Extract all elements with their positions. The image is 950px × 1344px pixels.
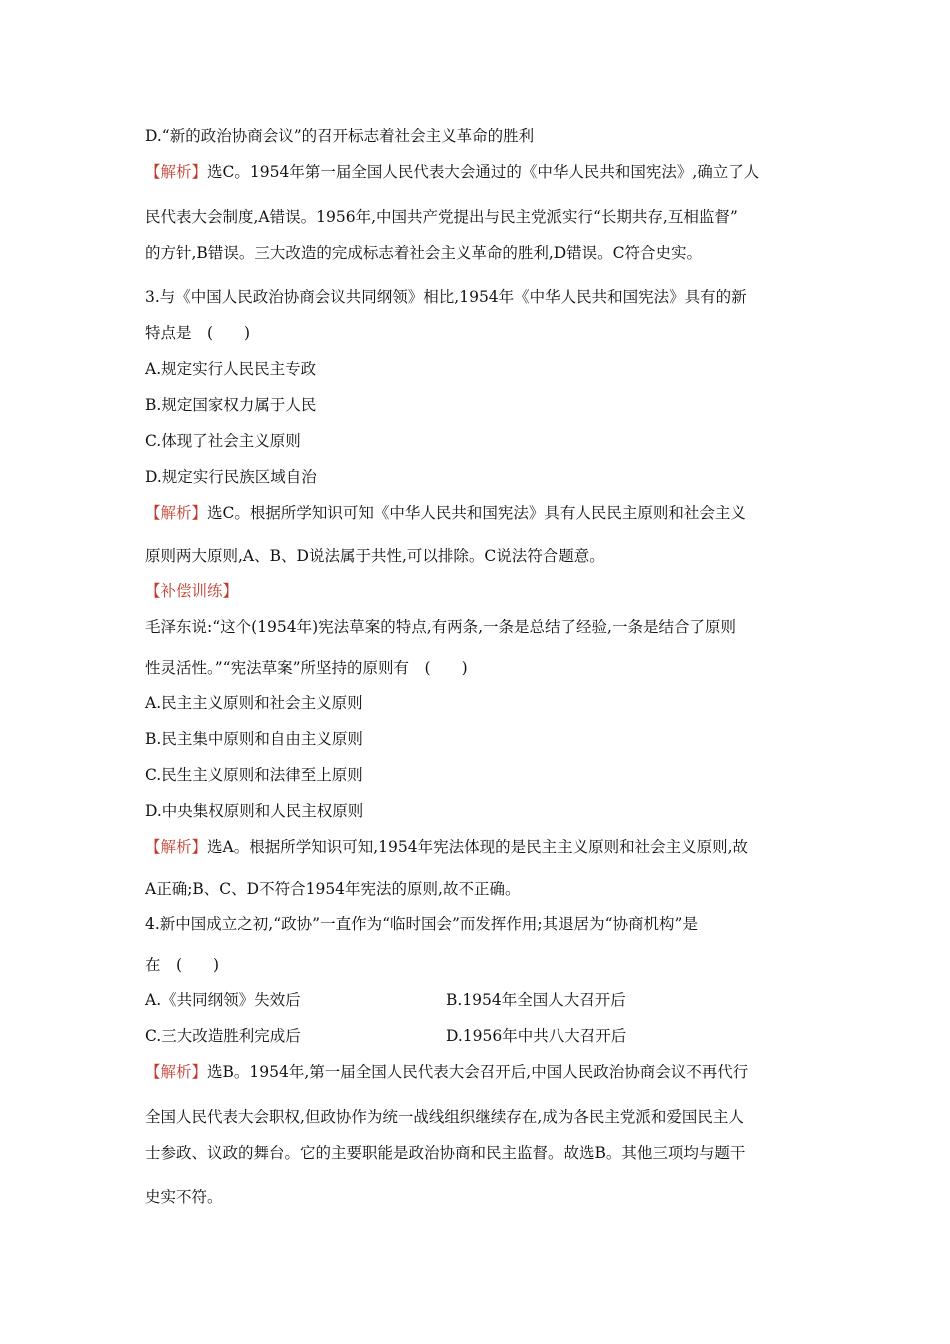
analysis-line: 【解析】选A。根据所学知识可知,1954年宪法体现的是民主主义原则和社会主义原则,故: [145, 838, 749, 856]
option-b-line: B.民主集中原则和自由主义原则: [145, 730, 363, 748]
option-b-line: B.规定国家权力属于人民: [145, 396, 317, 414]
option-d: D.1956年中共八大召开后: [446, 1027, 627, 1045]
text-line: 民代表大会制度,A错误。1956年,中国共产党提出与民主党派实行“长期共存,互相监督”: [145, 208, 738, 226]
question-3-line: 3.与《中国人民政治协商会议共同纲领》相比,1954年《中华人民共和国宪法》具有的新: [145, 288, 747, 306]
text-line: 全国人民代表大会职权,但政协作为统一战线组织继续存在,成为各民主党派和爱国民主人: [145, 1108, 744, 1126]
option-a-line: A.民主主义原则和社会主义原则: [145, 694, 363, 712]
question-line: 性灵活性。”“宪法草案”所坚持的原则有 ( ): [145, 659, 468, 677]
options-row: [145, 989, 805, 1011]
analysis-line: 【解析】选C。1954年第一届全国人民代表大会通过的《中华人民共和国宪法》,确立了人: [145, 163, 760, 181]
question-4-line: 4.新中国成立之初,“政协”一直作为“临时国会”而发挥作用;其退居为“协商机构”是: [145, 915, 698, 933]
text-line: 史实不符。: [145, 1188, 223, 1206]
text-line: 士参政、议政的舞台。它的主要职能是政治协商和民主监督。故选B。其他三项均与题干: [145, 1144, 746, 1162]
text-line: 原则两大原则,A、B、D说法属于共性,可以排除。C说法符合题意。: [145, 547, 605, 565]
question-line: 毛泽东说:“这个(1954年)宪法草案的特点,有两条,一条是总结了经验,一条是结合了原则: [145, 618, 736, 636]
options-row: [145, 1025, 805, 1047]
text-line: 的方针,B错误。三大改造的完成标志着社会主义革命的胜利,D错误。C符合史实。: [145, 244, 703, 262]
analysis-tag: 【解析】: [145, 163, 208, 181]
question-3-line: 特点是 ( ): [145, 324, 251, 342]
supplement-tag: 【补偿训练】: [145, 582, 239, 600]
option-a: A.《共同纲领》失效后: [145, 991, 301, 1009]
option-d-line: D.“新的政治协商会议”的召开标志着社会主义革命的胜利: [145, 127, 535, 145]
option-c: C.三大改造胜利完成后: [145, 1027, 301, 1045]
option-c-line: C.体现了社会主义原则: [145, 432, 301, 450]
analysis-tag: 【解析】: [145, 504, 208, 522]
text-line: A正确;B、C、D不符合1954年宪法的原则,故不正确。: [145, 880, 521, 898]
analysis-line: 【解析】选B。1954年,第一届全国人民代表大会召开后,中国人民政治协商会议不再代行: [145, 1063, 749, 1081]
option-a-line: A.规定实行人民民主专政: [145, 360, 317, 378]
analysis-line: 【解析】选C。根据所学知识可知《中华人民共和国宪法》具有人民民主原则和社会主义: [145, 504, 746, 522]
option-d-line: D.规定实行民族区域自治: [145, 468, 317, 486]
option-b: B.1954年全国人大召开后: [446, 991, 626, 1009]
supplement-heading: [145, 580, 238, 602]
analysis-tag: 【解析】: [145, 838, 208, 856]
question-4-line: 在 ( ): [145, 956, 220, 974]
analysis-tag: 【解析】: [145, 1063, 208, 1081]
option-c-line: C.民生主义原则和法律至上原则: [145, 766, 363, 784]
option-d-line: D.中央集权原则和人民主权原则: [145, 802, 364, 820]
